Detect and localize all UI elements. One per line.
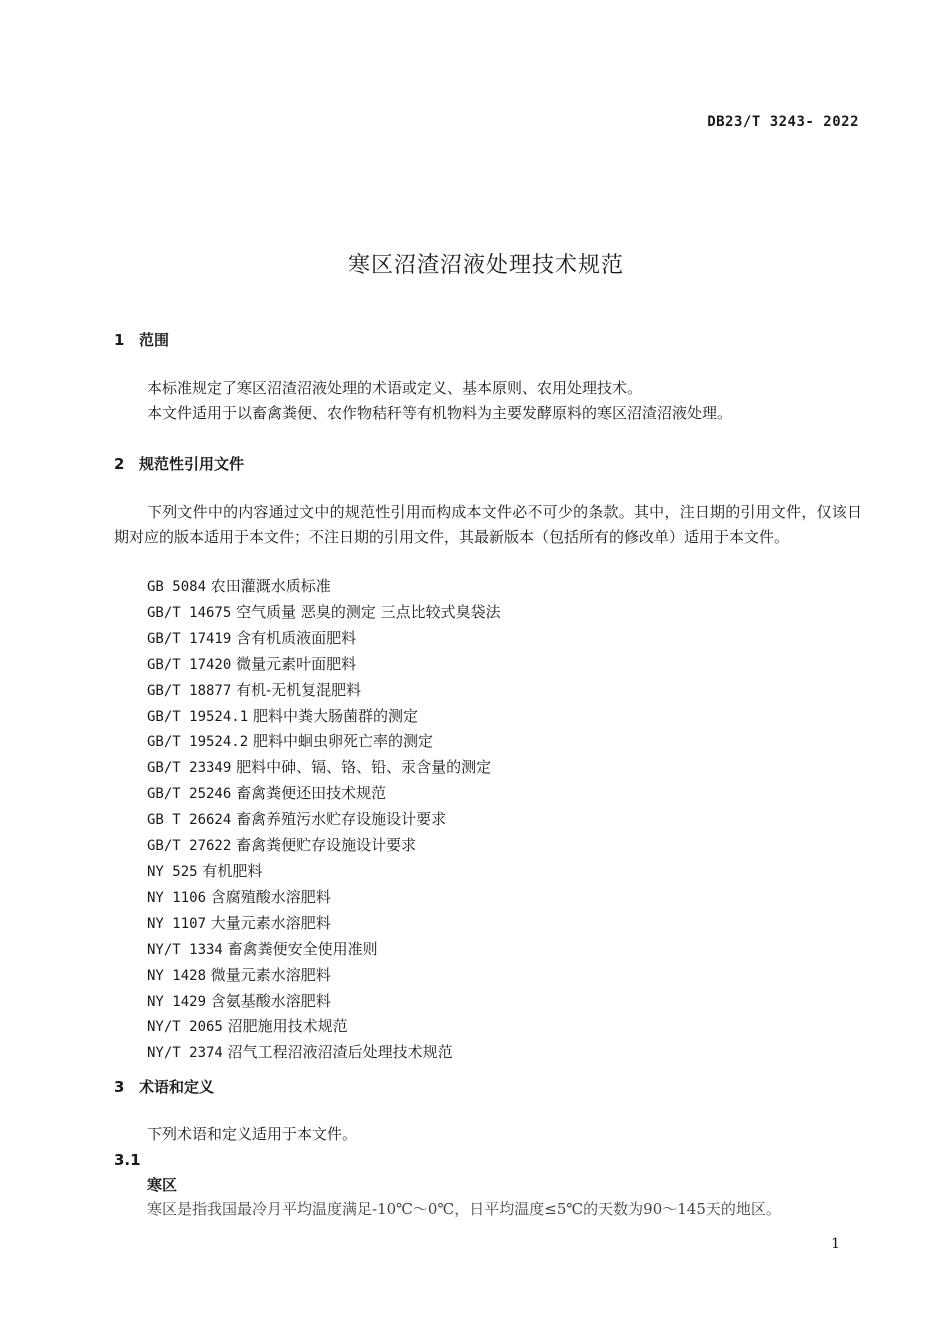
reference-title: 肥料中蛔虫卵死亡率的测定: [252, 732, 433, 751]
reference-code: NY 1107: [147, 915, 207, 932]
document-title: 寒区沼渣沼液处理技术规范: [347, 253, 624, 278]
section-title: 术语和定义: [139, 1078, 215, 1096]
reference-code: GB/T 25246: [147, 786, 232, 803]
list-item: [147, 1040, 501, 1066]
reference-title: 空气质量 恶臭的测定 三点比较式臭袋法: [236, 602, 501, 621]
reference-code: GB/T 17420: [147, 656, 232, 673]
reference-code: GB/T 14675: [147, 604, 232, 621]
section-title: 范围: [139, 331, 170, 349]
reference-code: GB/T 19524.2: [147, 734, 249, 751]
list-item: [147, 729, 501, 755]
reference-code: GB 5084: [147, 579, 207, 595]
section-title: 规范性引用文件: [139, 455, 245, 473]
standard-number: DB23/T 3243- 2022: [707, 114, 859, 130]
reference-code: GB/T 18877: [147, 682, 232, 699]
reference-title: 畜禽粪便安全使用准则: [227, 939, 378, 958]
terms-intro: 下列术语和定义适用于本文件。: [147, 1125, 358, 1143]
reference-title: 畜禽粪便贮存设施设计要求: [236, 836, 417, 855]
reference-code: NY 525: [147, 863, 198, 880]
term-definition: 寒区是指我国最冷月平均温度满足-10℃～0℃，日平均温度≤5℃的天数为90～145天的地区。: [147, 1200, 781, 1218]
list-item: [147, 678, 501, 704]
list-item: [147, 911, 501, 937]
reference-title: 微量元素水溶肥料: [210, 965, 331, 984]
references-intro: 下列文件中的内容通过文中的规范性引用而构成本文件必不可少的条款。其中，注日期的引用文件，仅该日期对应的版本适用于本文件；不注日期的引用文件，其最新版本（包括所有的修改单）适用于本文件。: [114, 503, 862, 546]
list-item: [147, 781, 501, 807]
term-number: 3.1: [114, 1151, 141, 1169]
list-item: [147, 1014, 501, 1040]
section-number: 2: [114, 455, 125, 473]
reference-code: NY 1429: [147, 993, 207, 1010]
section-number: 1: [114, 331, 125, 349]
section-1-heading: [114, 329, 169, 350]
list-item: [147, 807, 501, 833]
reference-title: 有机肥料: [202, 861, 263, 880]
list-item: [147, 755, 501, 781]
reference-title: 沼肥施用技术规范: [227, 1017, 348, 1036]
reference-title: 肥料中砷、镉、铬、铅、汞含量的测定: [236, 758, 492, 777]
reference-code: GB/T 19524.1: [147, 708, 249, 725]
reference-code: NY/T 2065: [147, 1019, 223, 1036]
reference-title: 畜禽粪便还田技术规范: [236, 784, 387, 803]
reference-title: 有机-无机复混肥料: [236, 680, 362, 699]
list-item: [147, 859, 501, 885]
reference-title: 微量元素叶面肥料: [236, 654, 357, 673]
reference-code: NY/T 2374: [147, 1045, 223, 1062]
scope-paragraph: 本文件适用于以畜禽粪便、农作物秸秆等有机物料为主要发酵原料的寒区沼渣沼液处理。: [147, 404, 733, 422]
list-item: [147, 989, 501, 1015]
list-item: [147, 885, 501, 911]
reference-title: 含有机质液面肥料: [236, 628, 357, 647]
reference-title: 沼气工程沼液沼渣后处理技术规范: [227, 1043, 453, 1062]
reference-title: 肥料中粪大肠菌群的测定: [252, 706, 418, 725]
list-item: [147, 704, 501, 730]
reference-code: NY 1106: [147, 889, 207, 906]
reference-title: 农田灌溉水质标准: [210, 577, 331, 595]
term-name: 寒区: [147, 1176, 178, 1194]
section-3-heading: [114, 1076, 214, 1097]
reference-code: NY/T 1334: [147, 941, 223, 958]
scope-paragraph: 本标准规定了寒区沼渣沼液处理的术语或定义、基本原则、农用处理技术。: [147, 379, 643, 397]
page-number: 1: [831, 1236, 840, 1252]
list-item: [147, 937, 501, 963]
reference-code: GB/T 27622: [147, 838, 232, 855]
reference-code: GB/T 17419: [147, 630, 232, 647]
reference-title: 大量元素水溶肥料: [210, 913, 331, 932]
list-item: [147, 652, 501, 678]
reference-code: GB T 26624: [147, 812, 232, 829]
reference-list: [147, 574, 501, 1066]
reference-title: 畜禽养殖污水贮存设施设计要求: [236, 810, 447, 829]
section-number: 3: [114, 1078, 125, 1096]
list-item: [147, 600, 501, 626]
reference-code: GB/T 23349: [147, 760, 232, 777]
section-2-heading: [114, 453, 244, 474]
list-item: [147, 626, 501, 652]
list-item: [147, 574, 501, 600]
list-item: [147, 833, 501, 859]
reference-title: 含腐殖酸水溶肥料: [210, 887, 331, 906]
reference-title: 含氨基酸水溶肥料: [210, 991, 331, 1010]
reference-code: NY 1428: [147, 967, 207, 984]
list-item: [147, 963, 501, 989]
